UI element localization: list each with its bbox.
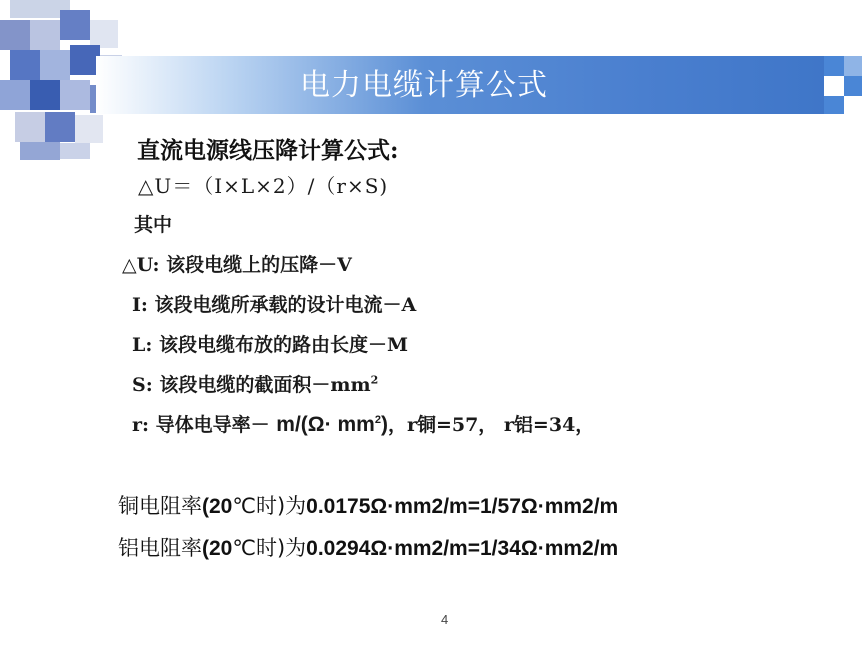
definition-s	[132, 370, 378, 397]
copper-resistivity: 铜电阻率(20℃时)为0.0175Ω·mm2/m=1/57Ω·mm2/m	[118, 494, 619, 518]
accent-square	[824, 56, 844, 76]
where-label: 其中	[134, 214, 173, 236]
conductivity-unit: $m/(\Omega\cdot mm^2)$	[276, 413, 388, 436]
accent-square	[824, 96, 844, 114]
definition-i	[132, 290, 416, 317]
page-number: 4	[441, 612, 449, 627]
definition-text: 该段电缆所承载的设计电流－A	[154, 294, 417, 316]
accent-square	[824, 76, 844, 96]
superscript: 2	[370, 373, 379, 387]
definition-symbol: r:	[132, 414, 150, 436]
accent-square	[844, 76, 862, 96]
definition-symbol: S:	[132, 374, 153, 396]
definition-symbol: L:	[132, 334, 153, 356]
definition-text: 该段电缆上的压降－V	[166, 254, 352, 276]
definition-l	[132, 330, 408, 357]
slide-title: 电力电缆计算公式	[300, 68, 548, 103]
definition-r	[132, 410, 594, 437]
aluminum-resistivity: 铝电阻率(20℃时)为0.0294Ω·mm2/m=1/34Ω·mm2/m	[118, 536, 619, 560]
definition-delta-u	[122, 250, 352, 277]
definition-text: 该段电缆布放的路由长度－M	[159, 334, 409, 356]
definition-symbol: △U:	[122, 254, 160, 276]
section-heading: 直流电源线压降计算公式:	[137, 137, 399, 164]
definition-symbol: I:	[132, 294, 148, 316]
voltage-drop-formula: △U＝（I×L×2）/（r×S)	[138, 174, 389, 198]
accent-square	[844, 56, 862, 76]
definition-text: 导体电导率－	[155, 414, 270, 436]
definition-text: 该段电缆的截面积－mm	[159, 374, 371, 396]
conductivity-values: ，r铜=57， r铝=34，	[387, 414, 595, 436]
